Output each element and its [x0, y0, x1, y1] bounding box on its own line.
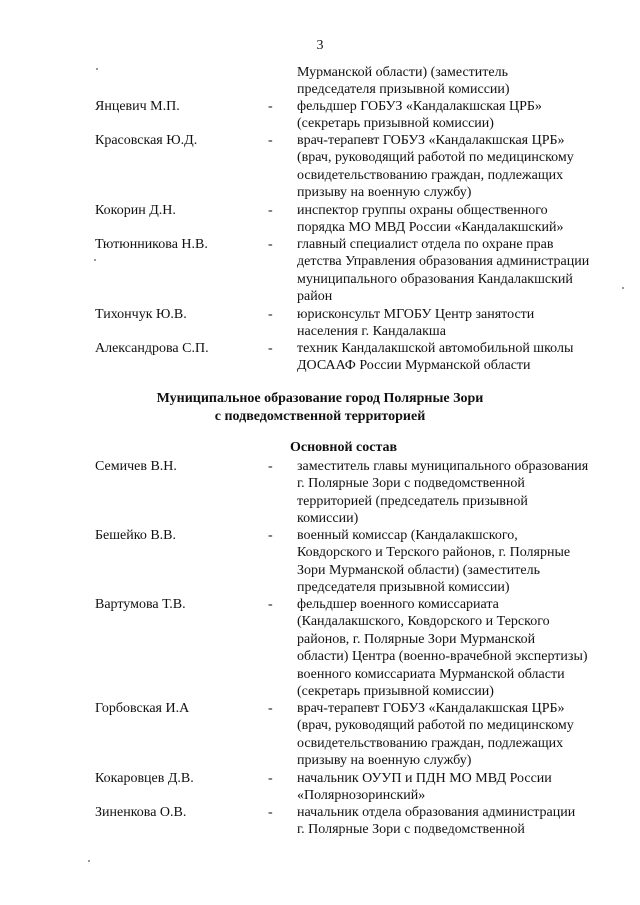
member-position — [297, 132, 617, 202]
position-line: фельдшер ГОБУЗ «Кандалакшская ЦРБ» — [297, 99, 542, 114]
position-line: врач-терапевт ГОБУЗ «Кандалакшская ЦРБ» — [297, 701, 565, 716]
member-position — [297, 527, 617, 597]
position-line: призыву на военную службу) — [297, 753, 472, 769]
separator-dash: - — [268, 771, 273, 786]
member-name: Янцевич М.П. — [95, 99, 180, 114]
position-line: Ковдорского и Терского районов, г. Полярные — [297, 545, 571, 561]
position-line: Мурманской области) (заместитель — [297, 65, 508, 80]
member-name: Александрова С.П. — [95, 341, 209, 356]
position-line: территорией (председатель призывной — [297, 493, 528, 509]
separator-dash: - — [268, 341, 273, 356]
member-name: Красовская Ю.Д. — [95, 133, 198, 148]
member-position — [297, 340, 617, 375]
position-line: военный комиссар (Кандалакшского, — [297, 528, 518, 543]
position-line: призыву на военную службу) — [297, 185, 472, 201]
position-line: «Полярнозоринский» — [297, 788, 426, 804]
position-line: (Кандалакшского, Ковдорского и Терского — [297, 614, 550, 630]
position-line: юрисконсульт МГОБУ Центр занятости — [297, 307, 535, 322]
separator-dash: - — [268, 459, 273, 474]
section-heading-line: с подведомственной территорией — [214, 409, 426, 424]
separator-dash: - — [268, 203, 273, 218]
member-position — [297, 64, 617, 99]
position-line: инспектор группы охраны общественного — [297, 203, 548, 218]
position-line: начальник отдела образования администрации — [297, 805, 576, 820]
position-line: комиссии) — [297, 511, 359, 527]
position-line: порядка МО МВД России «Кандалакшский» — [297, 220, 564, 236]
separator-dash: - — [268, 528, 273, 543]
separator-dash: - — [268, 237, 273, 252]
position-line: техник Кандалакшской автомобильной школы — [297, 341, 574, 356]
member-name: Кокаровцев Д.В. — [95, 771, 194, 786]
member-name: Тихончук Ю.В. — [95, 307, 187, 322]
position-line: фельдшер военного комиссариата — [297, 597, 499, 612]
subheading-main-composition: Основной состав — [290, 440, 398, 455]
scan-speck — [622, 287, 624, 289]
position-line: председателя призывной комиссии) — [297, 580, 510, 596]
member-position — [297, 236, 617, 306]
position-line: (врач, руководящий работой по медицинскому — [297, 150, 574, 166]
separator-dash: - — [268, 701, 273, 716]
position-line: председателя призывной комиссии) — [297, 82, 510, 98]
position-line: (врач, руководящий работой по медицинскому — [297, 718, 574, 734]
member-position — [297, 596, 617, 700]
position-line: главный специалист отдела по охране прав — [297, 237, 554, 252]
section-heading-line: Муниципальное образование город Полярные Зори — [156, 391, 484, 406]
member-position — [297, 458, 617, 528]
position-line: ДОСААФ России Мурманской области — [297, 358, 531, 374]
member-position — [297, 700, 617, 770]
position-line: населения г. Кандалакша — [297, 324, 446, 340]
scan-speck — [88, 860, 90, 862]
position-line: г. Полярные Зори с подведомственной — [297, 476, 525, 492]
position-line: заместитель главы муниципального образования — [297, 459, 589, 474]
position-line: военного комиссариата Мурманской области — [297, 666, 565, 682]
separator-dash: - — [268, 597, 273, 612]
position-line: г. Полярные Зори с подведомственной — [297, 822, 525, 838]
member-position — [297, 770, 617, 805]
member-name: Зиненкова О.В. — [95, 805, 187, 820]
separator-dash: - — [268, 133, 273, 148]
position-line: освидетельствованию граждан, подлежащих — [297, 167, 564, 183]
member-position — [297, 202, 617, 237]
scan-speck — [96, 68, 98, 70]
member-position — [297, 98, 617, 133]
section-heading — [0, 390, 640, 426]
separator-dash: - — [268, 99, 273, 114]
position-line: (секретарь призывной комиссии) — [297, 116, 494, 132]
page-number: 3 — [316, 38, 324, 53]
position-line: Зори Мурманской области) (заместитель — [297, 562, 540, 578]
member-name: Горбовская И.А — [95, 701, 190, 716]
member-name: Тютюнникова Н.В. — [95, 237, 208, 252]
separator-dash: - — [268, 805, 273, 820]
member-position — [297, 804, 617, 839]
separator-dash: - — [268, 307, 273, 322]
position-line: детства Управления образования администрации — [297, 254, 590, 270]
position-line: начальник ОУУП и ПДН МО МВД России — [297, 771, 552, 786]
position-line: район — [297, 289, 333, 305]
position-line: (секретарь призывной комиссии) — [297, 684, 494, 700]
member-name: Вартумова Т.В. — [95, 597, 186, 612]
position-line: районов, г. Полярные Зори Мурманской — [297, 631, 536, 647]
position-line: врач-терапевт ГОБУЗ «Кандалакшская ЦРБ» — [297, 133, 565, 148]
member-name: Кокорин Д.Н. — [95, 203, 176, 218]
position-line: освидетельствованию граждан, подлежащих — [297, 735, 564, 751]
member-name: Бешейко В.В. — [95, 528, 177, 543]
scan-speck — [94, 259, 96, 261]
member-position — [297, 306, 617, 341]
position-line: области) Центра (военно-врачебной экспертизы) — [297, 649, 588, 665]
member-name: Семичев В.Н. — [95, 459, 177, 474]
position-line: муниципального образования Кандалакшский — [297, 271, 573, 287]
